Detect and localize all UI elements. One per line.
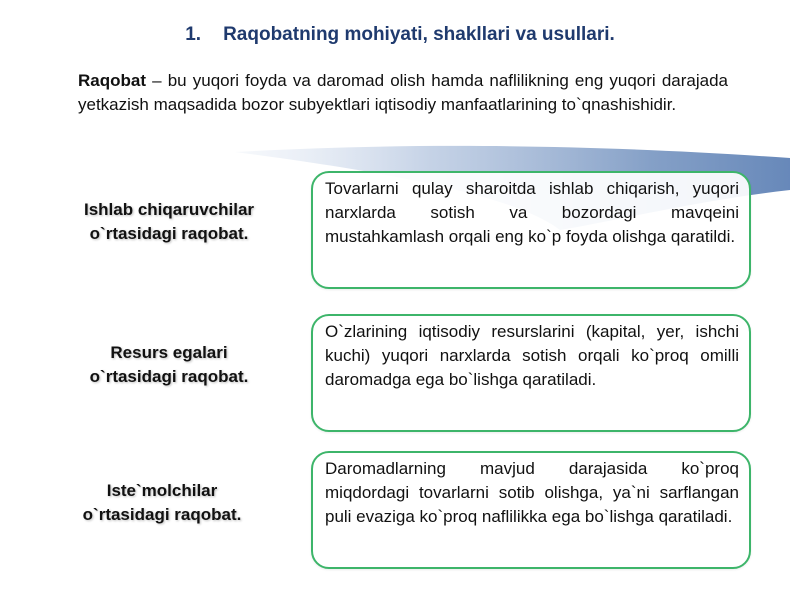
row-label-line1: Resurs egalari [110, 343, 228, 362]
row-label-producers [49, 198, 289, 246]
row-label-line2: o`rtasidagi raqobat. [82, 505, 242, 524]
slide-title [0, 24, 800, 46]
row-label-consumers [42, 479, 282, 527]
row-label-line1: Iste`molchilar [106, 481, 218, 500]
definition-paragraph [78, 69, 728, 117]
title-text: Raqobatning mohiyati, shakllari va usullari. [223, 24, 615, 45]
row-label-line2: o`rtasidagi raqobat. [89, 367, 249, 386]
description-box-producers [311, 171, 751, 289]
definition-term: Raqobat [78, 71, 146, 90]
description-text: Tovarlarni qulay sharoitda ishlab chiqarish, yuqori narxlarda sotish va bozordagi mavqeini mustahkamlash orqali eng ko`p foyda olishga qaratildi. [325, 179, 739, 246]
row-label-line1: Ishlab chiqaruvchilar [83, 200, 255, 219]
description-text: O`zlarining iqtisodiy resurslarini (kapital, yer, ishchi kuchi) yuqori narxlarda sotish orqali ko`proq omilli daromadga ega bo`lishga qaratiladi. [325, 322, 739, 389]
description-box-resource-owners [311, 314, 751, 432]
row-label-line2: o`rtasidagi raqobat. [89, 224, 249, 243]
row-label-resource-owners [49, 341, 289, 389]
description-box-consumers [311, 451, 751, 569]
definition-text: – bu yuqori foyda va daromad olish hamda naflilikning eng yuqori darajada yetkazish maqsadida bozor subyektlari iqtisodiy manfaatlarining to`qnashishidir. [78, 71, 728, 114]
title-number: 1. [185, 24, 202, 45]
description-text: Daromadlarning mavjud darajasida ko`proq miqdordagi tovarlarni sotib olishga, ya`ni sarflangan puli evaziga ko`proq naflilikka ega bo`lishga qaratiladi. [325, 459, 739, 526]
